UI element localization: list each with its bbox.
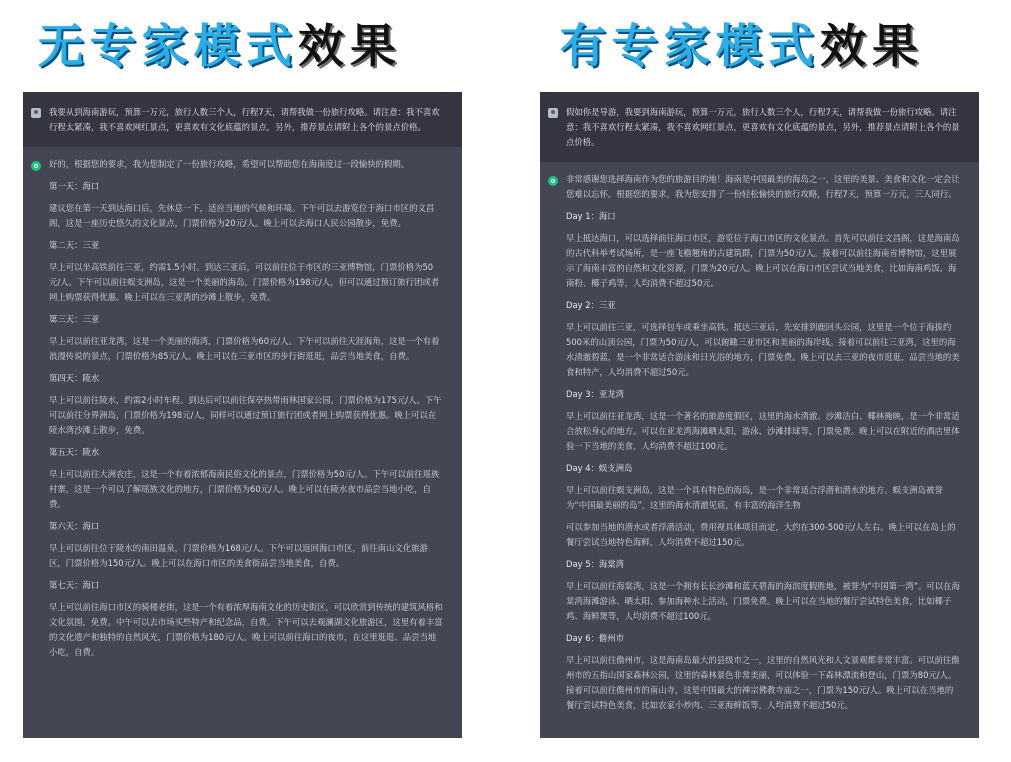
day-text: 早上可以前往亚龙湾，这是一个美丽的海湾，门票价格为60元/人。下午可以前往天涯海角，这是一个有着浪漫传说的景点，门票价格为85元/人。晚上可以在三亚市区的步行街逛逛，品尝当地美食，自费。 — [49, 336, 440, 361]
day-text: 早上可以前往蜈支洲岛，这是一个具有特色的海岛，是一个非常适合浮潜和潜水的地方。蜈支洲岛被誉为“中国最美丽的岛”，这里的海水清澈见底，有丰富的海洋生物 — [566, 485, 943, 510]
day-title: Day 1：海口 — [566, 211, 616, 221]
assistant-intro: 非常感谢您选择海南作为您的旅游目的地！海南是中国最美的海岛之一，这里的美景、美食和文化一定会让您难以忘怀。根据您的要求，我为您安排了一份轻松愉快的旅行攻略，行程7天，预算一万元，三人同行。 — [566, 174, 960, 199]
day-text: 早上抵达海口，可以选择前往海口市区，游览位于海口市区的文化景点。首先可以前往文昌阁，这是海南岛的古代科举考试场所，是一座飞檐翘角的古建筑群，门票为50元/人。接着可以前往海南省博物馆，这里展示了海南丰富的自然和文化资源，门票为20元/人。晚上可以在海口市区尝试当地美食，比如海南鸡饭、海南粉、椰子鸡等，人均消费不超过50元。 — [566, 233, 960, 288]
user-message — [23, 92, 462, 147]
day-title: 第六天：海口 — [49, 521, 100, 531]
day-title: Day 5：海棠湾 — [566, 559, 625, 569]
left-heading-black: 效果 — [298, 19, 402, 73]
day-text: 早上可以坐高铁前往三亚，约需1.5小时。到达三亚后，可以前往位于市区的三亚博物馆，门票价格为50元/人。下午可以前往蜈支洲岛，这是一个美丽的海岛，门票价格为198元/人，但可以通过预订旅行团或者网上购票获得优惠。晚上可以在三亚湾的沙滩上散步，免费。 — [49, 262, 440, 302]
user-avatar-icon — [31, 108, 41, 118]
user-avatar-icon — [548, 108, 558, 118]
user-message — [540, 92, 979, 162]
day-text: 早上可以前往位于陵水的南田温泉，门票价格为168元/人。下午可以返回海口市区，前往南山文化旅游区，门票价格为150元/人。晚上可以在海口市区的美食街品尝当地美食，自费。 — [49, 543, 428, 568]
day-title: 第四天：陵水 — [49, 373, 100, 383]
day-text: 早上可以前往儋州市，这是海南岛最大的县级市之一，这里的自然风光和人文景观都非常丰富。可以前往儋州市的五指山国家森林公园，这里的森林景色非常美丽，可以体验一下森林漂流和登山，门票为80元/人。接着可以前往儋州市的南山寺，这是中国最大的禅宗佛教寺庙之一，门票为150元/人。晚上可以在当地的餐厅尝试特色美食，比如农家小炒肉、三亚海鲜饭等，人均消费不超过50元。 — [566, 655, 960, 710]
right-heading — [560, 14, 924, 78]
right-heading-black: 效果 — [820, 19, 924, 73]
day-title: Day 3：亚龙湾 — [566, 389, 625, 399]
left-heading-blue: 无专家模式 — [38, 19, 298, 73]
day-text: 可以参加当地的潜水或者浮潜活动，费用视具体项目而定，大约在300-500元/人左右。晚上可以在岛上的餐厅尝试当地特色海鲜，人均消费不超过150元。 — [566, 522, 956, 547]
day-text: 早上可以前往亚龙湾，这是一个著名的旅游度假区，这里的海水清澈、沙滩洁白、椰林掩映，是一个非常适合放松身心的地方。可以在亚龙湾海滩晒太阳，游泳、沙滩排球等，门票免费。晚上可以在附近的酒店里体验一下当地的美食，人均消费不超过100元。 — [566, 411, 960, 451]
assistant-intro: 好的，根据您的要求，我为您制定了一份旅行攻略，希望可以帮助您在海南度过一段愉快的假期。 — [49, 159, 410, 169]
day-text: 早上可以前往陵水，约需2小时车程。到达后可以前往保亭热带雨林国家公园，门票价格为175元/人。下午可以前往分界洲岛，门票价格为198元/人，同样可以通过预订旅行团或者网上购票获得优惠。晚上可以在陵水湾沙滩上散步，免费。 — [49, 395, 442, 435]
day-title: 第二天：三亚 — [49, 240, 100, 250]
user-message-text: 我要从到海南游玩，预算一万元，旅行人数三个人，行程7天，请帮我做一份旅行攻略。请注意：我不喜欢行程太紧凑，我不喜欢网红景点，更喜欢有文化底蕴的景点，另外，推荐景点请附上各个的景点价格。 — [49, 107, 440, 132]
day-text: 早上可以前往三亚，可选择包车或乘坐高铁。抵达三亚后，先安排到鹿回头公园，这里是一个位于海拔约500米的山顶公园，门票为50元/人，可以俯瞰三亚市区和美丽的海岸线。接着可以前往三亚湾，这里的海水清澈碧蓝，是一个非常适合游泳和日光浴的地方，门票免费。晚上可以去三亚的夜市逛逛，品尝当地的美食和特产，人均消费不超过50元。 — [566, 322, 960, 377]
chat-panel-no-expert — [23, 92, 462, 738]
day-title: 第三天：三亚 — [49, 314, 100, 324]
day-text: 早上可以前往海口市区的骑楼老街，这是一个有着浓厚海南文化的历史街区，可以欣赏到传统的建筑风格和文化氛围，免费。中午可以去市场买些特产和纪念品，自费。下午可以去观澜湖文化旅游区，这里有着丰富的文化遗产和独特的自然风光，门票价格为180元/人。晚上可以前往海口的夜市，在这里逛逛、品尝当地小吃，自费。 — [49, 602, 443, 657]
assistant-message — [23, 147, 462, 660]
user-message-text: 假如你是导游，我要到海南游玩，预算一万元，旅行人数三个人，行程7天，请帮我做一份旅行攻略。请注意：我不喜欢行程太紧凑，我不喜欢网红景点，更喜欢有文化底蕴的景点，另外，推荐景点请附上各个的景点价格。 — [566, 107, 960, 147]
assistant-message — [540, 162, 979, 713]
assistant-logo-icon — [31, 161, 41, 171]
right-heading-blue: 有专家模式 — [560, 19, 820, 73]
day-text: 早上可以前往海棠湾，这是一个拥有长长沙滩和蓝天碧海的海滨度假胜地，被誉为“中国第一湾”。可以在海棠湾海滩游泳、晒太阳、参加海种水上活动，门票免费。晚上可以在当地的餐厅尝试特色美食，比如椰子鸡、海鲜煲等，人均消费不超过100元。 — [566, 581, 960, 621]
day-title: 第五天：陵水 — [49, 447, 100, 457]
left-heading — [38, 14, 402, 78]
day-title: 第一天：海口 — [49, 181, 100, 191]
day-title: Day 4：蜈支洲岛 — [566, 463, 633, 473]
day-title: Day 6：儋州市 — [566, 633, 625, 643]
day-title: Day 2：三亚 — [566, 300, 616, 310]
assistant-logo-icon — [548, 176, 558, 186]
day-text: 建议您在第一天到达海口后，先休息一下，适应当地的气候和环境。下午可以去游览位于海口市区的文昌阁，这是一座历史悠久的文化景点，门票价格为20元/人。晚上可以去海口人民公园散步，免费。 — [49, 203, 435, 228]
day-text: 早上可以前往大洲农庄，这是一个有着浓郁海南民俗文化的景点，门票价格为50元/人。下午可以前往瑶族村寨，这是一个可以了解瑶族文化的地方，门票价格为60元/人。晚上可以在陵水夜市品尝当地小吃，自费。 — [49, 469, 440, 509]
chat-panel-expert — [540, 92, 979, 738]
day-title: 第七天：海口 — [49, 580, 100, 590]
